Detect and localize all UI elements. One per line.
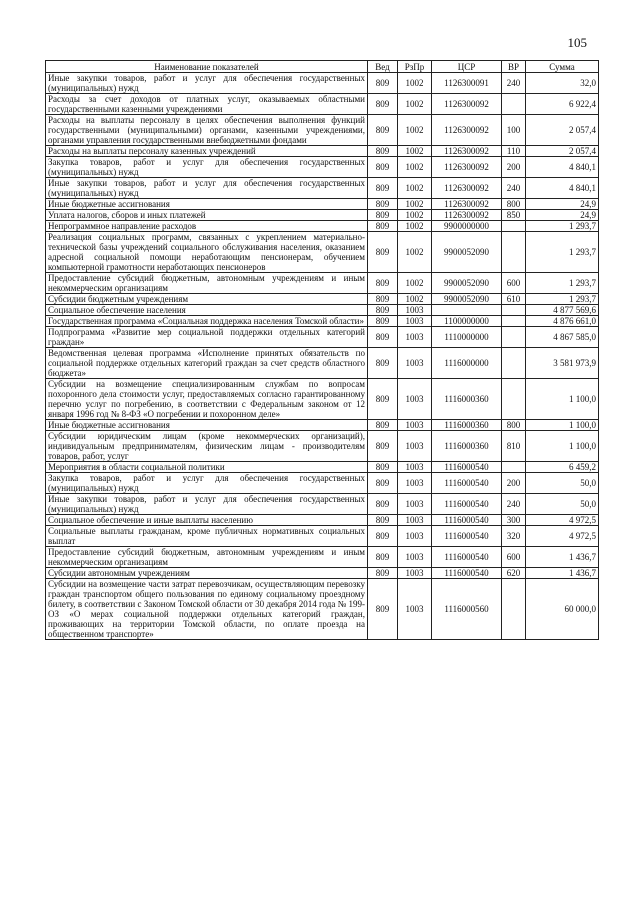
cell-ved: 809 (368, 379, 398, 420)
cell-ved: 809 (368, 115, 398, 146)
cell-vr (502, 348, 526, 379)
col-header-name: Наименование показателей (46, 61, 368, 73)
cell-rzpr: 1002 (398, 210, 432, 221)
cell-sum: 50,0 (526, 473, 599, 494)
cell-vr: 240 (502, 73, 526, 94)
cell-rzpr: 1003 (398, 547, 432, 568)
cell-sum: 3 581 973,9 (526, 348, 599, 379)
cell-csr: 1110000000 (432, 327, 502, 348)
cell-ved: 809 (368, 494, 398, 515)
cell-rzpr: 1003 (398, 515, 432, 526)
cell-rzpr: 1002 (398, 294, 432, 305)
cell-name: Расходы на выплаты персоналу казенных учреждений (46, 146, 368, 157)
cell-sum: 4 876 661,0 (526, 316, 599, 327)
cell-vr: 100 (502, 115, 526, 146)
cell-csr: 1126300092 (432, 210, 502, 221)
cell-sum: 4 840,1 (526, 157, 599, 178)
cell-sum: 1 100,0 (526, 431, 599, 462)
cell-sum: 1 436,7 (526, 568, 599, 579)
cell-rzpr: 1002 (398, 115, 432, 146)
cell-csr: 1116000540 (432, 515, 502, 526)
cell-sum: 6 459,2 (526, 462, 599, 473)
cell-vr: 240 (502, 494, 526, 515)
cell-csr: 1116000540 (432, 462, 502, 473)
table-row (46, 579, 599, 640)
table-row (46, 379, 599, 420)
cell-name: Субсидии автономным учреждениям (46, 568, 368, 579)
cell-name: Мероприятия в области социальной политики (46, 462, 368, 473)
table-row (46, 473, 599, 494)
cell-name: Иные закупки товаров, работ и услуг для обеспечения государственных (муниципальных) нужд (46, 73, 368, 94)
table-row (46, 73, 599, 94)
cell-vr (502, 579, 526, 640)
cell-vr (502, 232, 526, 273)
cell-rzpr: 1002 (398, 221, 432, 232)
cell-ved: 809 (368, 462, 398, 473)
table-row (46, 462, 599, 473)
cell-csr: 1126300092 (432, 94, 502, 115)
cell-rzpr: 1002 (398, 199, 432, 210)
cell-ved: 809 (368, 146, 398, 157)
cell-rzpr: 1003 (398, 316, 432, 327)
table-row (46, 348, 599, 379)
cell-vr: 300 (502, 515, 526, 526)
cell-vr: 600 (502, 547, 526, 568)
cell-ved: 809 (368, 221, 398, 232)
cell-ved: 809 (368, 515, 398, 526)
cell-vr: 620 (502, 568, 526, 579)
table-row (46, 232, 599, 273)
cell-sum: 32,0 (526, 73, 599, 94)
col-header-rzpr: РзПр (398, 61, 432, 73)
cell-ved: 809 (368, 157, 398, 178)
cell-csr: 9900052090 (432, 232, 502, 273)
cell-ved: 809 (368, 327, 398, 348)
table-row (46, 178, 599, 199)
cell-vr (502, 94, 526, 115)
cell-csr: 1116000540 (432, 547, 502, 568)
table-row (46, 420, 599, 431)
cell-rzpr: 1003 (398, 568, 432, 579)
cell-ved: 809 (368, 273, 398, 294)
cell-name: Субсидии на возмещение специализированным службам по вопросам похоронного дела стоимости услуг, предоставляемых согласно гарантированному перечню услуг по погребению, в соответствии с Федеральным законом от 12 января 1996 год № 8-ФЗ «О погребении и похоронном деле» (46, 379, 368, 420)
cell-sum: 1 293,7 (526, 273, 599, 294)
table-row (46, 327, 599, 348)
cell-rzpr: 1002 (398, 94, 432, 115)
col-header-vr: ВР (502, 61, 526, 73)
cell-ved: 809 (368, 547, 398, 568)
cell-rzpr: 1003 (398, 579, 432, 640)
cell-sum: 1 293,7 (526, 294, 599, 305)
cell-name: Иные бюджетные ассигнования (46, 420, 368, 431)
page-number: 105 (567, 35, 587, 50)
cell-name: Уплата налогов, сборов и иных платежей (46, 210, 368, 221)
cell-sum: 4 877 569,6 (526, 305, 599, 316)
cell-name: Субсидии на возмещение части затрат перевозчикам, осуществляющим перевозку граждан транспортом общего пользования по единому социальному проездному билету, в соответствии с Законом Томской области от 30 декабря 2014 года № 199-ОЗ «О мерах социальной поддержки отдельных категорий граждан, проживающих на территории Томской области, по оплате проезда на общественном транспорте» (46, 579, 368, 640)
cell-ved: 809 (368, 94, 398, 115)
cell-sum: 1 293,7 (526, 232, 599, 273)
table-row (46, 515, 599, 526)
cell-sum: 24,9 (526, 199, 599, 210)
table-row (46, 221, 599, 232)
cell-csr: 1116000540 (432, 494, 502, 515)
cell-sum: 1 293,7 (526, 221, 599, 232)
cell-name: Субсидии бюджетным учреждениям (46, 294, 368, 305)
table-row (46, 526, 599, 547)
cell-name: Субсидии юридическим лицам (кроме некоммерческих организаций), индивидуальным предпринимателям, физическим лицам - производителям товаров, работ, услуг (46, 431, 368, 462)
cell-rzpr: 1002 (398, 178, 432, 199)
cell-ved: 809 (368, 568, 398, 579)
cell-ved: 809 (368, 210, 398, 221)
cell-name: Расходы на выплаты персоналу в целях обеспечения выполнения функций государственными (муниципальными) органами, казенными учреждениями, органами управления государственными внебюджетными фондами (46, 115, 368, 146)
col-header-sum: Сумма (526, 61, 599, 73)
cell-csr: 1126300092 (432, 146, 502, 157)
cell-name: Социальное обеспечение населения (46, 305, 368, 316)
budget-table (45, 60, 599, 640)
cell-sum: 4 972,5 (526, 515, 599, 526)
cell-sum: 4 840,1 (526, 178, 599, 199)
cell-vr: 610 (502, 294, 526, 305)
cell-csr: 1116000560 (432, 579, 502, 640)
cell-sum: 6 922,4 (526, 94, 599, 115)
cell-rzpr: 1002 (398, 73, 432, 94)
cell-ved: 809 (368, 316, 398, 327)
cell-rzpr: 1002 (398, 157, 432, 178)
cell-name: Ведомственная целевая программа «Исполнение принятых обязательств по социальной поддержке отдельных категорий граждан за счет средств областного бюджета» (46, 348, 368, 379)
cell-rzpr: 1003 (398, 494, 432, 515)
cell-rzpr: 1002 (398, 232, 432, 273)
table-row (46, 547, 599, 568)
table-row (46, 316, 599, 327)
cell-csr: 1116000360 (432, 379, 502, 420)
cell-name: Реализация социальных программ, связанных с укреплением материально-технической базы учреждений социального обслуживания населения, оказанием адресной социальной помощи неработающим пенсионерам, обучением компьютерной грамотности неработающих пенсионеров (46, 232, 368, 273)
cell-rzpr: 1003 (398, 473, 432, 494)
cell-csr: 1126300091 (432, 73, 502, 94)
table-row (46, 494, 599, 515)
cell-ved: 809 (368, 199, 398, 210)
cell-vr: 240 (502, 178, 526, 199)
cell-csr: 1126300092 (432, 115, 502, 146)
cell-vr: 600 (502, 273, 526, 294)
table-row (46, 94, 599, 115)
cell-ved: 809 (368, 579, 398, 640)
cell-name: Социальные выплаты гражданам, кроме публичных нормативных социальных выплат (46, 526, 368, 547)
cell-sum: 4 972,5 (526, 526, 599, 547)
table-row (46, 210, 599, 221)
col-header-ved: Вед (368, 61, 398, 73)
table-header-row (46, 61, 599, 73)
table-row (46, 199, 599, 210)
cell-vr (502, 462, 526, 473)
cell-ved: 809 (368, 420, 398, 431)
cell-ved: 809 (368, 178, 398, 199)
cell-ved: 809 (368, 431, 398, 462)
cell-vr: 800 (502, 199, 526, 210)
cell-csr: 9900052090 (432, 273, 502, 294)
cell-vr: 850 (502, 210, 526, 221)
cell-csr: 1116000000 (432, 348, 502, 379)
cell-ved: 809 (368, 305, 398, 316)
cell-name: Расходы за счет доходов от платных услуг, оказываемых областными государственными казенными учреждениями (46, 94, 368, 115)
cell-rzpr: 1003 (398, 379, 432, 420)
cell-vr: 320 (502, 526, 526, 547)
table-row (46, 273, 599, 294)
cell-rzpr: 1002 (398, 146, 432, 157)
cell-name: Подпрограмма «Развитие мер социальной поддержки отдельных категорий граждан» (46, 327, 368, 348)
cell-csr: 1116000540 (432, 473, 502, 494)
cell-name: Иные бюджетные ассигнования (46, 199, 368, 210)
cell-sum: 50,0 (526, 494, 599, 515)
cell-vr (502, 221, 526, 232)
cell-ved: 809 (368, 348, 398, 379)
col-header-csr: ЦСР (432, 61, 502, 73)
cell-rzpr: 1002 (398, 273, 432, 294)
cell-sum: 2 057,4 (526, 146, 599, 157)
cell-ved: 809 (368, 294, 398, 305)
cell-sum: 1 436,7 (526, 547, 599, 568)
cell-csr: 1100000000 (432, 316, 502, 327)
cell-name: Закупка товаров, работ и услуг для обеспечения государственных (муниципальных) нужд (46, 157, 368, 178)
cell-sum: 4 867 585,0 (526, 327, 599, 348)
cell-vr (502, 305, 526, 316)
table-row (46, 157, 599, 178)
cell-vr: 810 (502, 431, 526, 462)
cell-rzpr: 1003 (398, 420, 432, 431)
table-row (46, 305, 599, 316)
cell-name: Закупка товаров, работ и услуг для обеспечения государственных (муниципальных) нужд (46, 473, 368, 494)
table-row (46, 115, 599, 146)
table-row (46, 146, 599, 157)
cell-csr: 1126300092 (432, 199, 502, 210)
cell-ved: 809 (368, 232, 398, 273)
cell-rzpr: 1003 (398, 327, 432, 348)
cell-sum: 2 057,4 (526, 115, 599, 146)
cell-ved: 809 (368, 526, 398, 547)
cell-vr: 800 (502, 420, 526, 431)
cell-name: Социальное обеспечение и иные выплаты населению (46, 515, 368, 526)
cell-sum: 24,9 (526, 210, 599, 221)
cell-name: Предоставление субсидий бюджетным, автономным учреждениям и иным некоммерческим организациям (46, 547, 368, 568)
cell-sum: 60 000,0 (526, 579, 599, 640)
cell-vr (502, 327, 526, 348)
cell-name: Предоставление субсидий бюджетным, автономным учреждениям и иным некоммерческим организациям (46, 273, 368, 294)
cell-name: Иные закупки товаров, работ и услуг для обеспечения государственных (муниципальных) нужд (46, 178, 368, 199)
cell-csr: 9900000000 (432, 221, 502, 232)
cell-rzpr: 1003 (398, 348, 432, 379)
table-row (46, 294, 599, 305)
cell-sum: 1 100,0 (526, 379, 599, 420)
cell-name: Непрограммное направление расходов (46, 221, 368, 232)
table-row (46, 568, 599, 579)
cell-rzpr: 1003 (398, 462, 432, 473)
cell-csr: 9900052090 (432, 294, 502, 305)
cell-rzpr: 1003 (398, 526, 432, 547)
table-row (46, 431, 599, 462)
cell-vr: 110 (502, 146, 526, 157)
cell-vr (502, 316, 526, 327)
cell-ved: 809 (368, 473, 398, 494)
cell-name: Иные закупки товаров, работ и услуг для обеспечения государственных (муниципальных) нужд (46, 494, 368, 515)
cell-csr: 1116000360 (432, 431, 502, 462)
cell-ved: 809 (368, 73, 398, 94)
cell-csr (432, 305, 502, 316)
cell-name: Государственная программа «Социальная поддержка населения Томской области» (46, 316, 368, 327)
cell-rzpr: 1003 (398, 305, 432, 316)
cell-vr: 200 (502, 473, 526, 494)
cell-vr: 200 (502, 157, 526, 178)
cell-csr: 1116000540 (432, 526, 502, 547)
cell-sum: 1 100,0 (526, 420, 599, 431)
cell-rzpr: 1003 (398, 431, 432, 462)
cell-csr: 1116000360 (432, 420, 502, 431)
cell-csr: 1126300092 (432, 157, 502, 178)
cell-csr: 1116000540 (432, 568, 502, 579)
cell-csr: 1126300092 (432, 178, 502, 199)
cell-vr (502, 379, 526, 420)
